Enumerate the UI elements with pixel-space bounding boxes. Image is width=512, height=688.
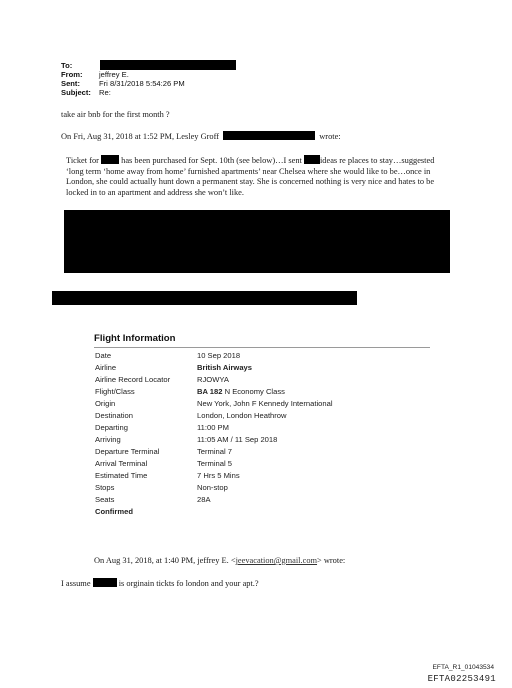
to-redaction	[100, 60, 236, 70]
flight-value: 11:05 AM / 11 Sep 2018	[197, 435, 278, 444]
name-redaction-3	[93, 578, 117, 587]
flight-number: BA 182	[197, 387, 223, 396]
para1-text-a: Ticket for	[66, 156, 99, 165]
confirmed-label: Confirmed	[95, 507, 133, 516]
flight-value	[197, 386, 285, 398]
to-label: To:	[61, 61, 73, 70]
flight-value: 10 Sep 2018	[197, 351, 241, 360]
flight-key: Flight/Class	[95, 387, 135, 396]
footer-ref-1: EFTA_R1_01043534	[432, 664, 494, 671]
flight-key: Arrival Terminal	[95, 459, 148, 468]
sent-label: Sent:	[61, 79, 80, 88]
from-label: From:	[61, 70, 83, 79]
footer-ref-2: EFTA02253491	[427, 674, 496, 684]
wide-redaction-bar	[52, 291, 357, 305]
flight-key: Departing	[95, 423, 128, 432]
flight-key: Date	[95, 351, 112, 360]
flight-value: London, London Heathrow	[197, 411, 287, 420]
flight-info-divider	[94, 347, 430, 348]
flight-value: RJOWYA	[197, 375, 229, 384]
quote1-paragraph	[66, 155, 446, 198]
flight-key: Origin	[95, 399, 116, 408]
reply-line: take air bnb for the first month ?	[61, 110, 170, 119]
quote2-text-b: is orginain tickts fo london and your apt.?	[118, 579, 259, 588]
subject-label: Subject:	[61, 88, 91, 97]
name-redaction-2	[304, 155, 320, 164]
flight-key: Destination	[95, 411, 133, 420]
flight-value: 11:00 PM	[197, 423, 229, 432]
quote2-intro-start: On Aug 31, 2018, at 1:40 PM, jeffrey E. <	[94, 556, 236, 565]
large-redaction-block	[64, 210, 450, 273]
subject-value: Re:	[99, 88, 111, 97]
flight-key: Estimated Time	[95, 471, 148, 480]
flight-value: British Airways	[197, 363, 253, 372]
flight-value: 7 Hrs 5 Mins	[197, 471, 240, 480]
flight-value: 28A	[197, 495, 211, 504]
para1-text-b: has been purchased for Sept. 10th (see below)…I sent	[121, 156, 302, 165]
para1-text-c: ideas re places to	[319, 156, 378, 165]
flight-value: Non-stop	[197, 483, 228, 492]
sender-email-link[interactable]: jeevacation@gmail.com	[235, 556, 318, 565]
quote2-intro-end: > wrote:	[317, 556, 346, 565]
flight-info-title: Flight Information	[94, 333, 176, 344]
quote1-intro	[61, 131, 341, 143]
from-value: jeffrey E.	[99, 70, 129, 79]
quote1-intro-end: wrote:	[319, 132, 341, 141]
flight-key: Airline Record Locator	[95, 375, 171, 384]
flight-value: Terminal 7	[197, 447, 233, 456]
sent-value: Fri 8/31/2018 5:54:26 PM	[99, 79, 185, 88]
flight-value: New York, John F Kennedy International	[197, 399, 333, 408]
quote2-line	[61, 578, 259, 590]
flight-value: Terminal 5	[197, 459, 233, 468]
flight-key: Airline	[95, 363, 117, 372]
name-redaction-1	[101, 155, 119, 164]
quote2-intro	[94, 556, 345, 567]
flight-class: N Economy Class	[224, 387, 285, 396]
flight-key: Arriving	[95, 435, 121, 444]
flight-key: Stops	[95, 483, 115, 492]
quote1-email-redaction	[223, 131, 315, 140]
quote2-text-a: I assume	[61, 579, 91, 588]
flight-key: Seats	[95, 495, 115, 504]
para1-text-d: stay…suggested ‘long term ‘home away from home’ furnished apartments’ near Chelsea where she would like to be…once in London, she could actually hunt down a permanent stay. She is concerned nothing is very nice and hates to be locked in to an apartment and address she won’t like.	[66, 156, 435, 197]
quote1-intro-start: On Fri, Aug 31, 2018 at 1:52 PM, Lesley Groff	[61, 132, 220, 141]
flight-key: Departure Terminal	[95, 447, 160, 456]
